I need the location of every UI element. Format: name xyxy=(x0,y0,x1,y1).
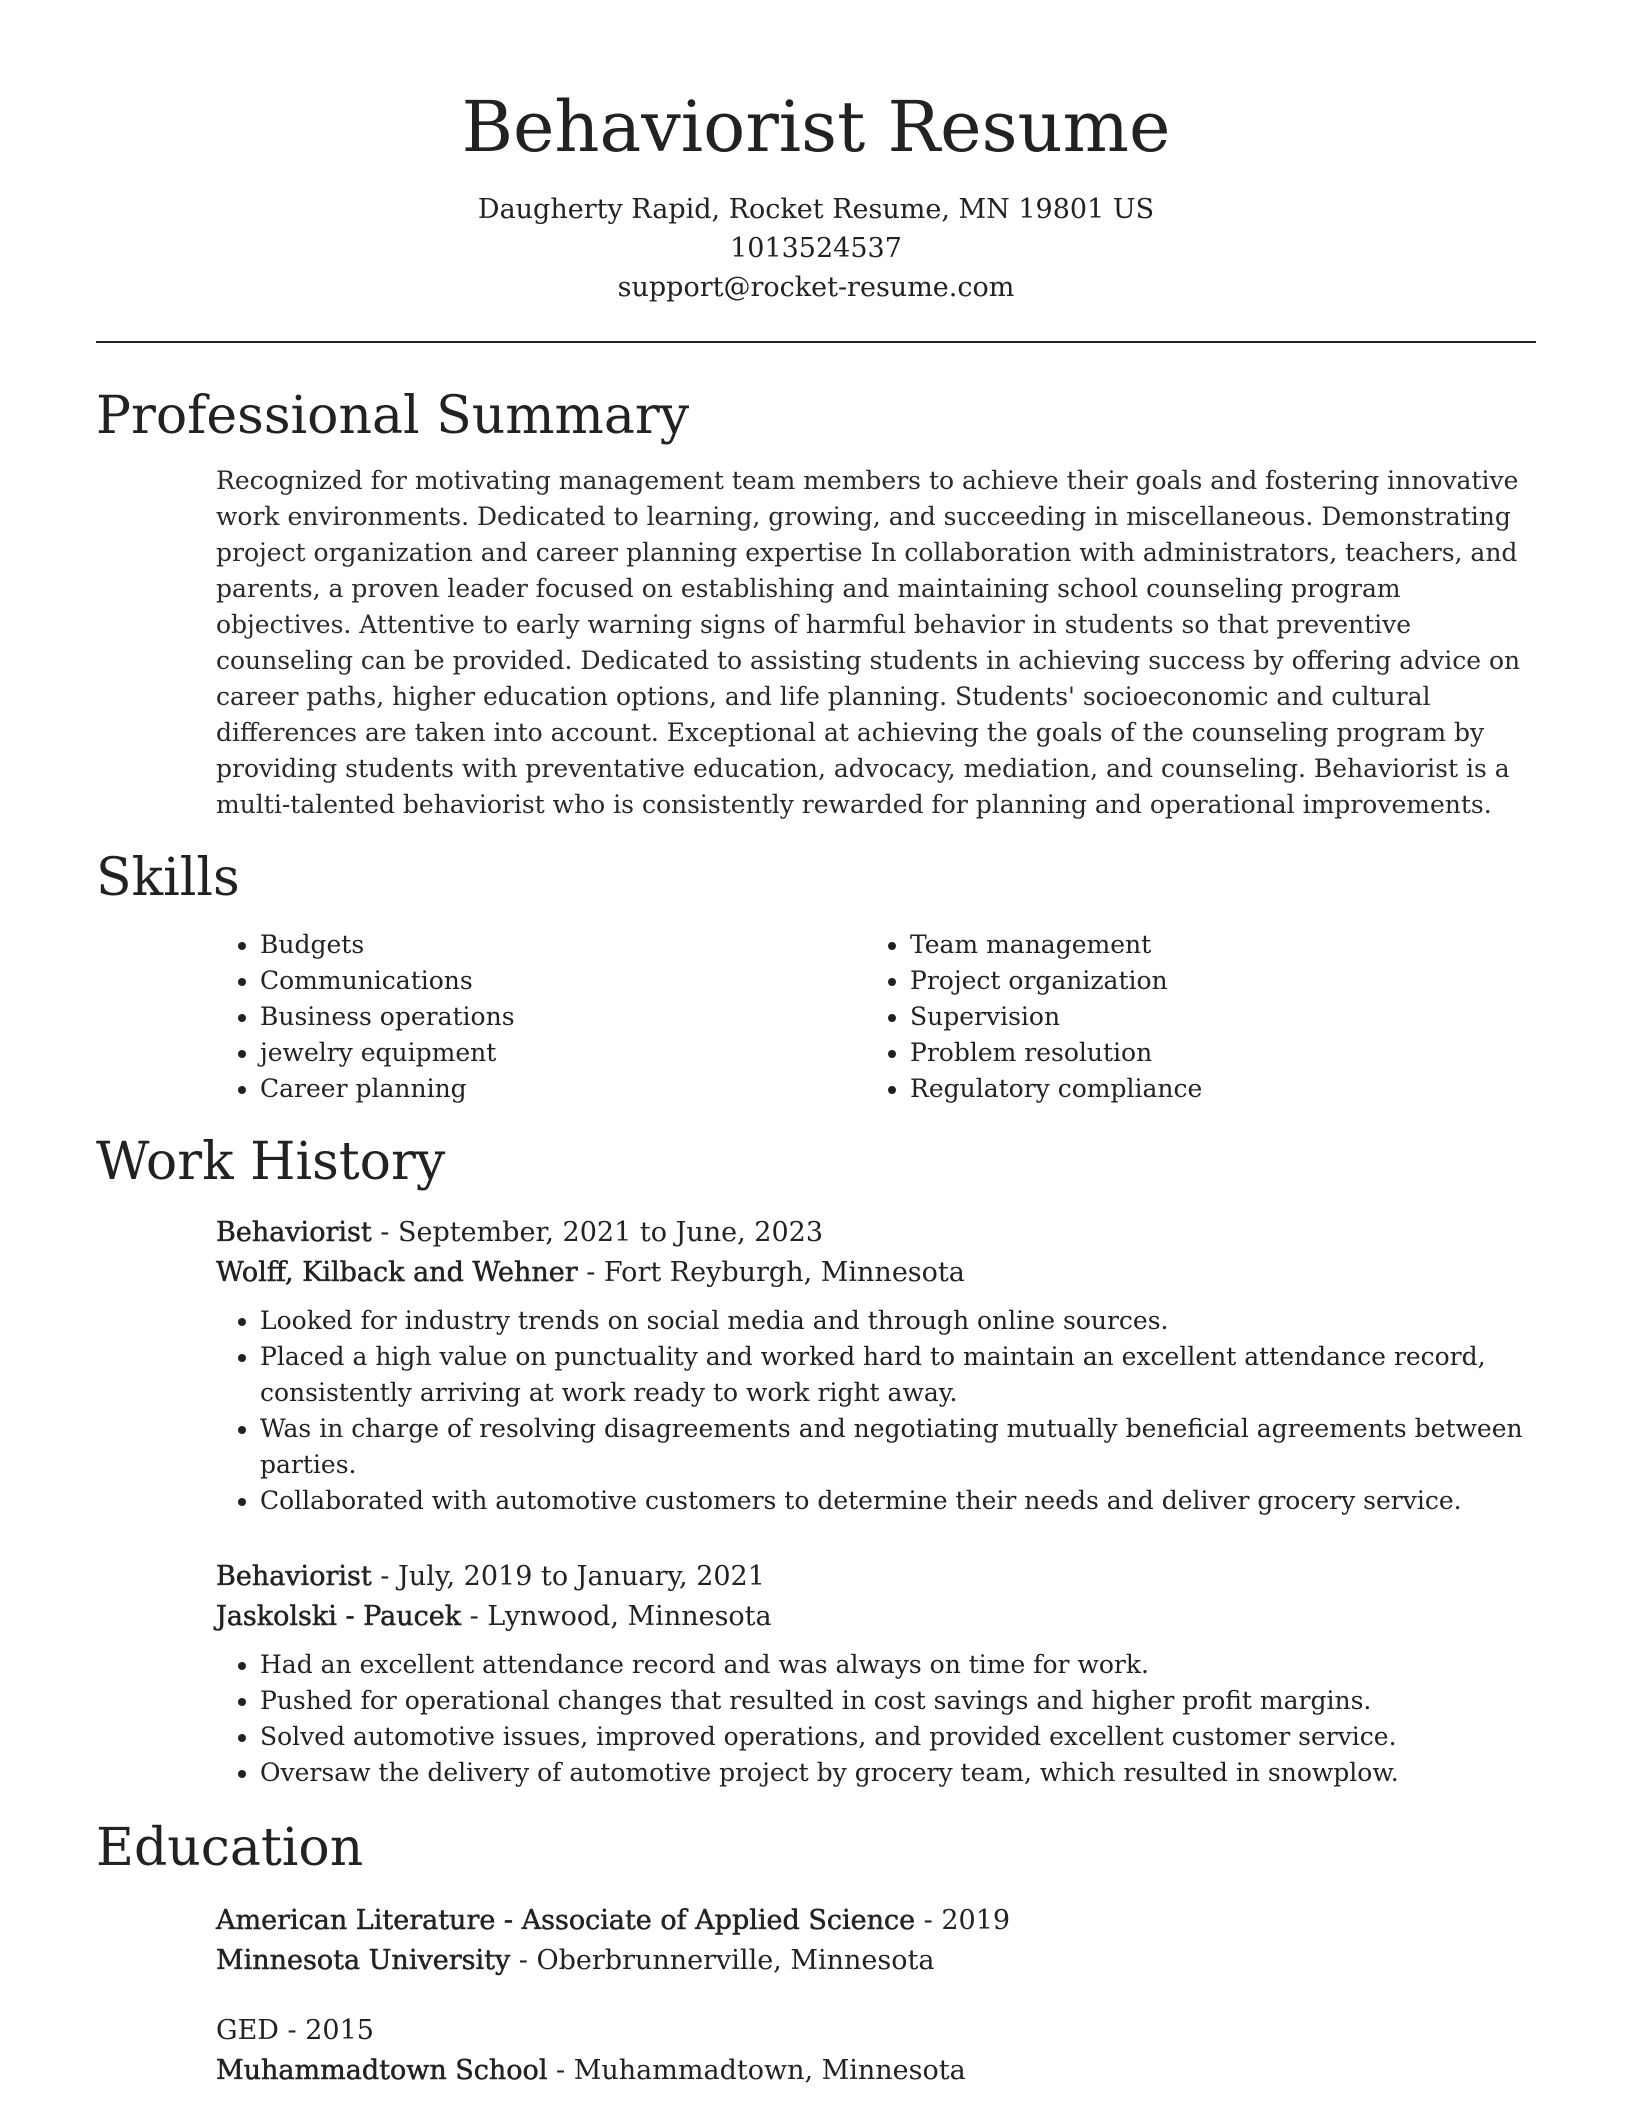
job-title: Behaviorist xyxy=(216,1561,372,1592)
job-company-line xyxy=(216,1253,1536,1293)
contact-email: support@rocket-resume.com xyxy=(617,272,1015,303)
header-divider xyxy=(96,341,1536,343)
job-bullet: • Looked for industry trends on social media and through online sources. xyxy=(260,1303,1536,1339)
job-company: Wolff, Kilback and Wehner xyxy=(216,1257,578,1288)
education-location: - Muhammadtown, Minnesota xyxy=(547,2055,966,2086)
education-school: Minnesota University xyxy=(216,1945,511,1976)
education-school-line xyxy=(216,1941,1536,1981)
skill-item: • Communications xyxy=(260,963,866,999)
job-bullets xyxy=(216,1647,1536,1791)
job-title: Behaviorist xyxy=(216,1217,372,1248)
skills-heading: Skills xyxy=(96,848,240,908)
job-bullet: • Collaborated with automotive customers to determine their needs and deliver grocery service. xyxy=(260,1483,1536,1519)
skill-item: • Regulatory compliance xyxy=(910,1071,1516,1107)
education-entry xyxy=(216,2011,1536,2091)
education-location: - Oberbrunnerville, Minnesota xyxy=(510,1945,935,1976)
education-year: - 2015 xyxy=(278,2015,374,2046)
skill-item: • Career planning xyxy=(260,1071,866,1107)
job-title-line xyxy=(216,1557,1536,1597)
job-dates: - September, 2021 to June, 2023 xyxy=(371,1217,823,1248)
education-degree: American Literature - Associate of Applied Science xyxy=(216,1905,916,1936)
education-school: Muhammadtown School xyxy=(216,2055,548,2086)
skill-item: • Budgets xyxy=(260,927,866,963)
job-bullet: • Solved automotive issues, improved operations, and provided excellent customer service. xyxy=(260,1719,1536,1755)
education-section xyxy=(96,1813,1536,2091)
education-degree-line xyxy=(216,2011,1536,2051)
skill-item: • Supervision xyxy=(910,999,1516,1035)
job-company-line xyxy=(216,1597,1536,1637)
resume-title: Behaviorist Resume xyxy=(461,86,1171,168)
education-degree-line xyxy=(216,1901,1536,1941)
skills-right-list xyxy=(866,927,1516,1107)
education-entry xyxy=(216,1901,1536,1981)
job-entry xyxy=(216,1557,1536,1791)
job-bullet: • Pushed for operational changes that resulted in cost savings and higher profit margins. xyxy=(260,1683,1536,1719)
skill-item: • Project organization xyxy=(910,963,1516,999)
skill-item: • Business operations xyxy=(260,999,866,1035)
job-bullet: • Was in charge of resolving disagreements and negotiating mutually beneficial agreements between parties. xyxy=(260,1411,1536,1483)
job-bullet: • Oversaw the delivery of automotive project by grocery team, which resulted in snowplow. xyxy=(260,1755,1536,1791)
job-bullet: • Placed a high value on punctuality and worked hard to maintain an excellent attendance record, consistently arriving at work ready to work right away. xyxy=(260,1339,1536,1411)
contact-block xyxy=(96,190,1536,307)
work-history-heading: Work History xyxy=(96,1132,446,1192)
job-dates: - July, 2019 to January, 2021 xyxy=(371,1561,765,1592)
resume-header xyxy=(96,0,1536,307)
work-history-section xyxy=(96,1127,1536,1791)
job-bullet: • Had an excellent attendance record and was always on time for work. xyxy=(260,1647,1536,1683)
job-entry xyxy=(216,1213,1536,1519)
skill-item: • Problem resolution xyxy=(910,1035,1516,1071)
skill-item: • jewelry equipment xyxy=(260,1035,866,1071)
job-bullets xyxy=(216,1303,1536,1519)
skill-item: • Team management xyxy=(910,927,1516,963)
job-location: - Fort Reyburgh, Minnesota xyxy=(577,1257,965,1288)
job-company: Jaskolski - Paucek xyxy=(216,1601,462,1632)
education-heading: Education xyxy=(96,1818,364,1878)
skills-columns xyxy=(216,927,1536,1107)
education-year: - 2019 xyxy=(915,1905,1011,1936)
contact-address: Daugherty Rapid, Rocket Resume, MN 19801 US xyxy=(477,194,1155,225)
education-degree: GED xyxy=(216,2015,279,2046)
summary-text: Recognized for motivating management team members to achieve their goals and fostering innovative work environments. Dedicated to learning, growing, and succeeding in miscellaneous. Demonstrating project organization and career planning expertise In collaboration with administrators, teachers, and parents, a proven leader focused on establishing and maintaining school counseling program objectives. Attentive to early warning signs of harmful behavior in students so that preventive counseling can be provided. Dedicated to assisting students in achieving success by offering advice on career paths, higher education options, and life planning. Students' socioeconomic and cultural differences are taken into account. Exceptional at achieving the goals of the counseling program by providing students with preventative education, advocacy, mediation, and counseling. Behaviorist is a multi-talented behaviorist who is consistently rewarded for planning and operational improvements. xyxy=(216,466,1521,819)
education-school-line xyxy=(216,2051,1536,2091)
contact-phone: 1013524537 xyxy=(730,233,902,264)
skills-section xyxy=(96,843,1536,1107)
summary-heading: Professional Summary xyxy=(96,386,690,446)
summary-section xyxy=(96,381,1536,823)
skills-left-list xyxy=(216,927,866,1107)
job-location: - Lynwood, Minnesota xyxy=(461,1601,772,1632)
job-title-line xyxy=(216,1213,1536,1253)
